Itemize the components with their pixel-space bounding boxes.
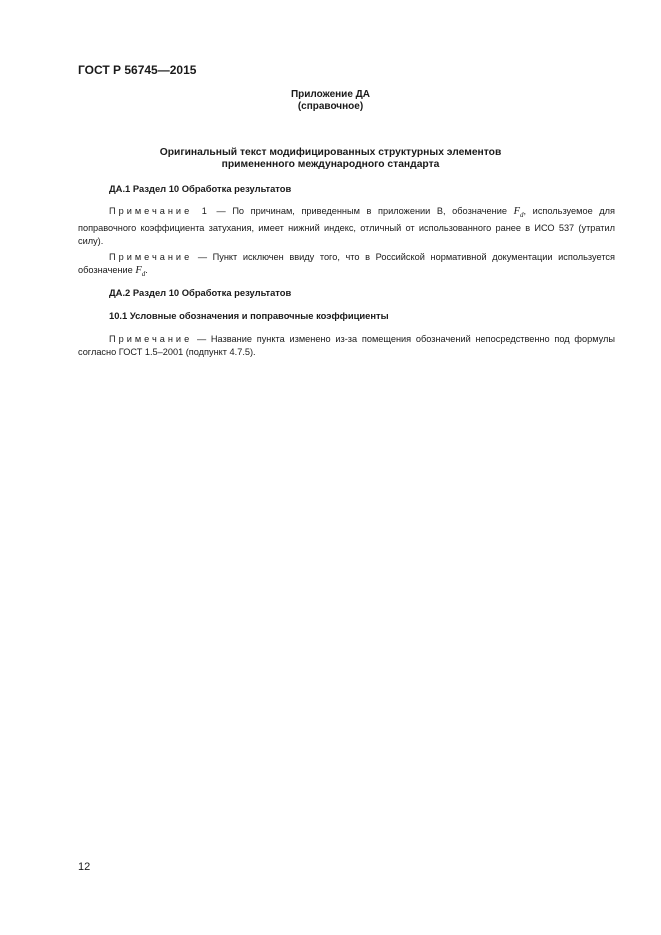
note-1-label: Примечание 1 — [109, 206, 210, 216]
appendix-note: (справочное) — [297, 101, 364, 112]
note-2-paragraph — [78, 251, 615, 281]
note-1-text-start: — По причинам, приведенным в приложении В, обозначение — [209, 206, 514, 216]
note-3-paragraph — [78, 333, 615, 359]
note-2-text-start: — Пункт исключен ввиду того, что в Российской нормативной документации используется обозначение — [78, 252, 615, 275]
section-da2-title: ДА.2 Раздел 10 Обработка результатов — [109, 287, 292, 298]
symbol-fd: $F_d$ — [513, 206, 524, 220]
note-1-text-end: , используемое для поправочного коэффициента затухания, имеет нижний индекс, отличный от использованного ранее в ИСО 537 (утратил силу). — [78, 206, 615, 247]
standard-header: ГОСТ Р 56745—2015 — [78, 63, 197, 77]
note-1-paragraph — [78, 205, 615, 248]
note-3-label: Примечание — [109, 334, 193, 344]
main-heading-line1: Оригинальный текст модифицированных структурных элементов — [159, 147, 502, 158]
main-heading-line2: примененного международного стандарта — [221, 159, 440, 170]
subsection-10-1-title: 10.1 Условные обозначения и поправочные коэффициенты — [109, 310, 389, 321]
section-da1-title: ДА.1 Раздел 10 Обработка результатов — [109, 183, 292, 194]
note-2-label: Примечание — [109, 252, 193, 262]
note-2-text-end: . — [145, 265, 148, 275]
appendix-title: Приложение ДА — [290, 89, 371, 100]
note-3-text: — Название пункта изменено из-за помещения обозначений непосредственно под формулы согласно ГОСТ 1.5–2001 (подпункт 4.7.5). — [78, 334, 615, 357]
symbol-fd-2: $F_d$ — [135, 265, 146, 279]
page-number: 12 — [78, 861, 91, 873]
